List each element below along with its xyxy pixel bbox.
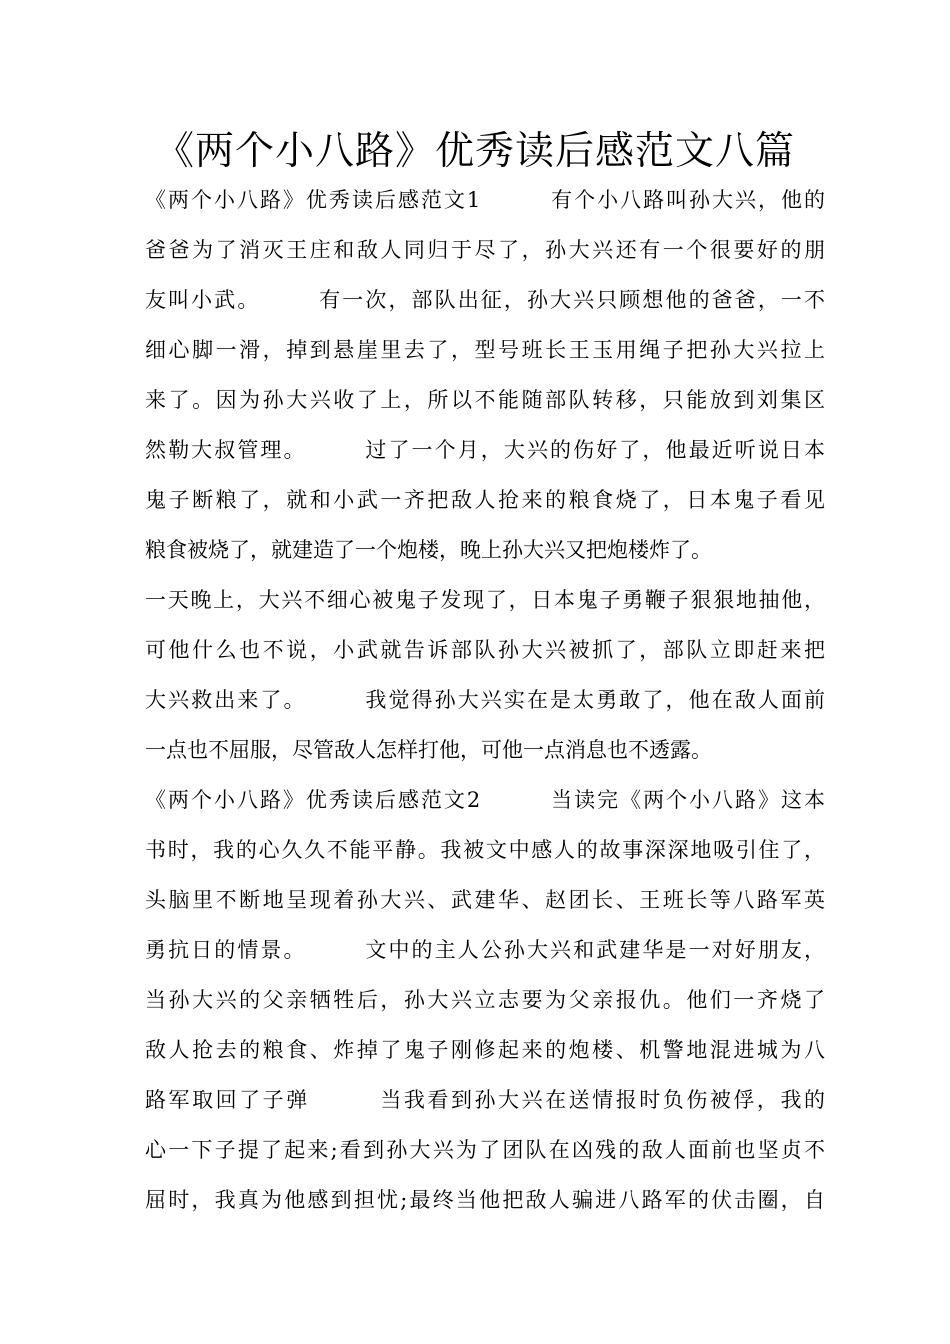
body-line: 可他什么也不说，小武就告诉部队孙大兴被抓了，部队立即赶来把 xyxy=(145,638,825,662)
body-line: 当孙大兴的父亲牺牲后，孙大兴立志要为父亲报仇。他们一齐烧了 xyxy=(145,988,825,1012)
document-title: 《两个小八路》优秀读后感范文八篇 xyxy=(154,129,795,174)
body-line: 然勒大叔管理。 过了一个月，大兴的伤好了，他最近听说日本 xyxy=(145,438,825,462)
body-line: 勇抗日的情景。 文中的主人公孙大兴和武建华是一对好朋友， xyxy=(145,938,825,962)
body-line: 细心脚一滑，掉到悬崖里去了，型号班长王玉用绳子把孙大兴拉上 xyxy=(145,338,825,362)
body-line: 来了。因为孙大兴收了上，所以不能随部队转移，只能放到刘集区 xyxy=(145,388,825,412)
body-line: 大兴救出来了。 我觉得孙大兴实在是太勇敢了，他在敌人面前 xyxy=(145,688,825,712)
body-line: 敌人抢去的粮食、炸掉了鬼子刚修起来的炮楼、机警地混进城为八 xyxy=(145,1038,825,1062)
body-line: 一天晚上，大兴不细心被鬼子发现了，日本鬼子勇鞭子狠狠地抽他， xyxy=(145,588,825,612)
body-line: 鬼子断粮了，就和小武一齐把敌人抢来的粮食烧了，日本鬼子看见 xyxy=(145,488,825,512)
body-line: 头脑里不断地呈现着孙大兴、武建华、赵团长、王班长等八路军英 xyxy=(145,888,825,912)
body-line: 《两个小八路》优秀读后感范文2 当读完《两个小八路》这本 xyxy=(145,788,825,812)
body-line: 书时，我的心久久不能平静。我被文中感人的故事深深地吸引住了， xyxy=(145,838,825,862)
body-line: 心一下子提了起来;看到孙大兴为了团队在凶残的敌人面前也坚贞不 xyxy=(145,1138,825,1162)
body-line: 爸爸为了消灭王庄和敌人同归于尽了，孙大兴还有一个很要好的朋 xyxy=(145,238,825,262)
body-line: 友叫小武。 有一次，部队出征，孙大兴只顾想他的爸爸，一不 xyxy=(145,288,825,312)
body-line: 《两个小八路》优秀读后感范文1 有个小八路叫孙大兴，他的 xyxy=(145,188,825,212)
body-line: 屈时，我真为他感到担忧;最终当他把敌人骗进八路军的伏击圈，自 xyxy=(145,1188,825,1212)
body-line: 路军取回了子弹 当我看到孙大兴在送情报时负伤被俘，我的 xyxy=(145,1088,825,1112)
body-line: 一点也不屈服，尽管敌人怎样打他，可他一点消息也不透露。 xyxy=(145,738,712,762)
body-line: 粮食被烧了，就建造了一个炮楼，晚上孙大兴又把炮楼炸了。 xyxy=(145,538,712,562)
